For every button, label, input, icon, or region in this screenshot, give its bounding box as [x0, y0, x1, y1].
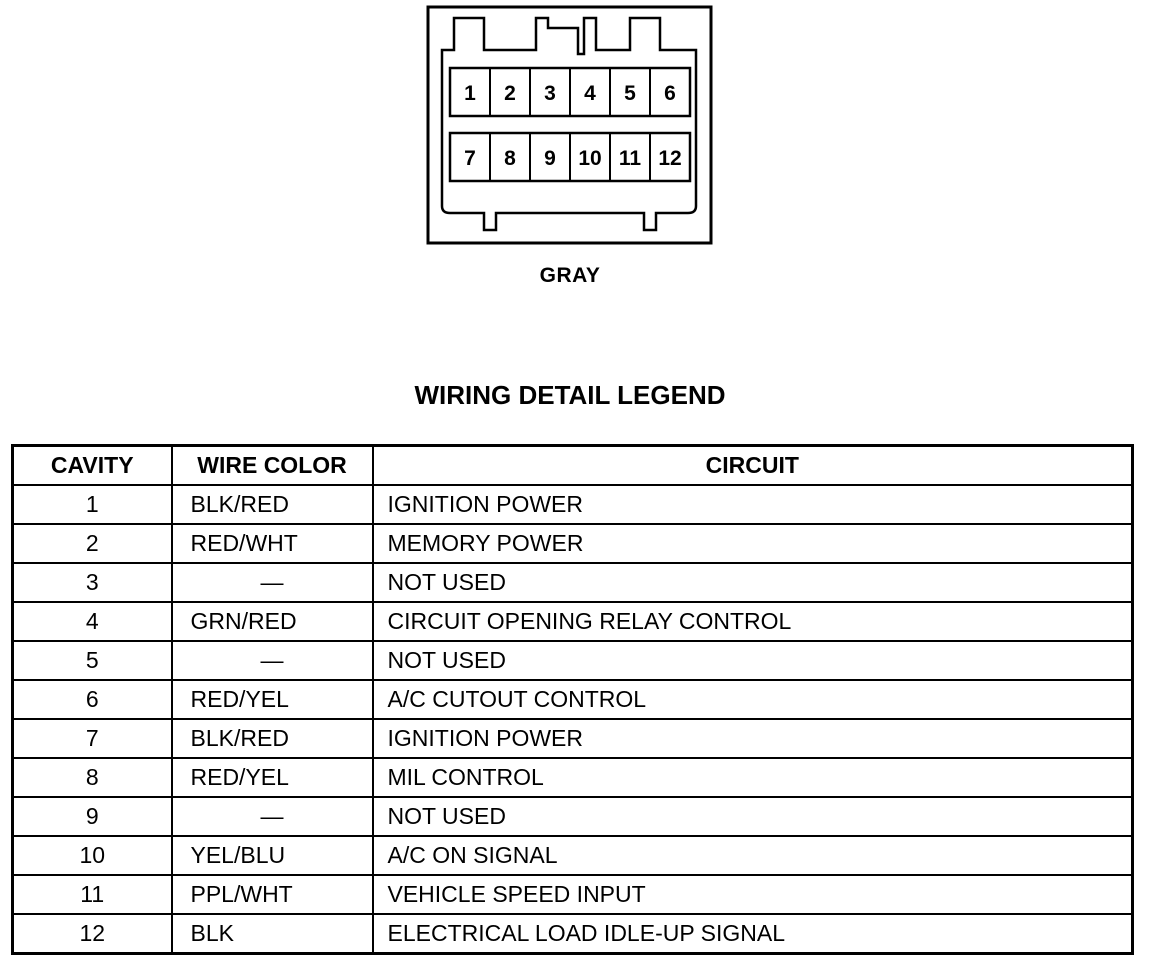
- wire-color-cell: —: [172, 641, 373, 680]
- cavity-cell: 1: [13, 485, 172, 524]
- pin-7-label: 7: [464, 147, 476, 170]
- wiring-legend-table: [11, 444, 1134, 955]
- wire-color-cell: —: [172, 563, 373, 602]
- cavity-cell: 7: [13, 719, 172, 758]
- table-row: [13, 524, 1133, 563]
- connector-diagram: [0, 0, 1152, 300]
- cavity-cell: 6: [13, 680, 172, 719]
- table-row: [13, 875, 1133, 914]
- cavity-row-bottom: [450, 133, 690, 181]
- cavity-cell: 5: [13, 641, 172, 680]
- circuit-cell: ELECTRICAL LOAD IDLE-UP SIGNAL: [373, 914, 1133, 954]
- table-header-row: [13, 446, 1133, 486]
- pin-6-label: 6: [664, 82, 676, 105]
- table-row: [13, 485, 1133, 524]
- cavity-cell: 2: [13, 524, 172, 563]
- pin-3-label: 3: [544, 82, 556, 105]
- circuit-cell: NOT USED: [373, 641, 1133, 680]
- circuit-cell: VEHICLE SPEED INPUT: [373, 875, 1133, 914]
- cavity-cell: 10: [13, 836, 172, 875]
- header-wire-color: WIRE COLOR: [172, 446, 373, 486]
- circuit-cell: IGNITION POWER: [373, 485, 1133, 524]
- pin-9-label: 9: [544, 147, 556, 170]
- table-row: [13, 602, 1133, 641]
- circuit-cell: IGNITION POWER: [373, 719, 1133, 758]
- table-row: [13, 758, 1133, 797]
- header-circuit: CIRCUIT: [373, 446, 1133, 486]
- table-row: [13, 680, 1133, 719]
- cavity-row-top: [450, 68, 690, 116]
- legend-title: WIRING DETAIL LEGEND: [414, 380, 726, 410]
- circuit-cell: MIL CONTROL: [373, 758, 1133, 797]
- table-row: [13, 563, 1133, 602]
- wire-color-cell: RED/YEL: [172, 758, 373, 797]
- pin-5-label: 5: [624, 82, 636, 105]
- cavity-cell: 3: [13, 563, 172, 602]
- table-row: [13, 719, 1133, 758]
- connector-housing: [428, 7, 711, 243]
- wire-color-cell: YEL/BLU: [172, 836, 373, 875]
- circuit-cell: CIRCUIT OPENING RELAY CONTROL: [373, 602, 1133, 641]
- header-cavity: CAVITY: [13, 446, 172, 486]
- connector-color-label: GRAY: [539, 264, 601, 287]
- pin-11-label: 11: [618, 147, 642, 170]
- circuit-cell: A/C CUTOUT CONTROL: [373, 680, 1133, 719]
- table-row: [13, 641, 1133, 680]
- connector-shell-outline: [442, 18, 696, 230]
- cavity-cell: 12: [13, 914, 172, 954]
- wire-color-cell: BLK: [172, 914, 373, 954]
- circuit-cell: MEMORY POWER: [373, 524, 1133, 563]
- table-row: [13, 836, 1133, 875]
- cavity-cell: 11: [13, 875, 172, 914]
- circuit-cell: NOT USED: [373, 563, 1133, 602]
- wire-color-cell: PPL/WHT: [172, 875, 373, 914]
- wire-color-cell: RED/WHT: [172, 524, 373, 563]
- pin-4-label: 4: [584, 82, 596, 105]
- wire-color-cell: BLK/RED: [172, 719, 373, 758]
- table-row: [13, 914, 1133, 954]
- pin-1-label: 1: [464, 82, 476, 105]
- wire-color-cell: —: [172, 797, 373, 836]
- circuit-cell: A/C ON SIGNAL: [373, 836, 1133, 875]
- pin-2-label: 2: [504, 82, 516, 105]
- pin-8-label: 8: [504, 147, 516, 170]
- wire-color-cell: RED/YEL: [172, 680, 373, 719]
- wire-color-cell: BLK/RED: [172, 485, 373, 524]
- cavity-cell: 8: [13, 758, 172, 797]
- cavity-cell: 9: [13, 797, 172, 836]
- table-row: [13, 797, 1133, 836]
- cavity-cell: 4: [13, 602, 172, 641]
- pin-10-label: 10: [578, 147, 602, 170]
- wire-color-cell: GRN/RED: [172, 602, 373, 641]
- pin-12-label: 12: [658, 147, 682, 170]
- circuit-cell: NOT USED: [373, 797, 1133, 836]
